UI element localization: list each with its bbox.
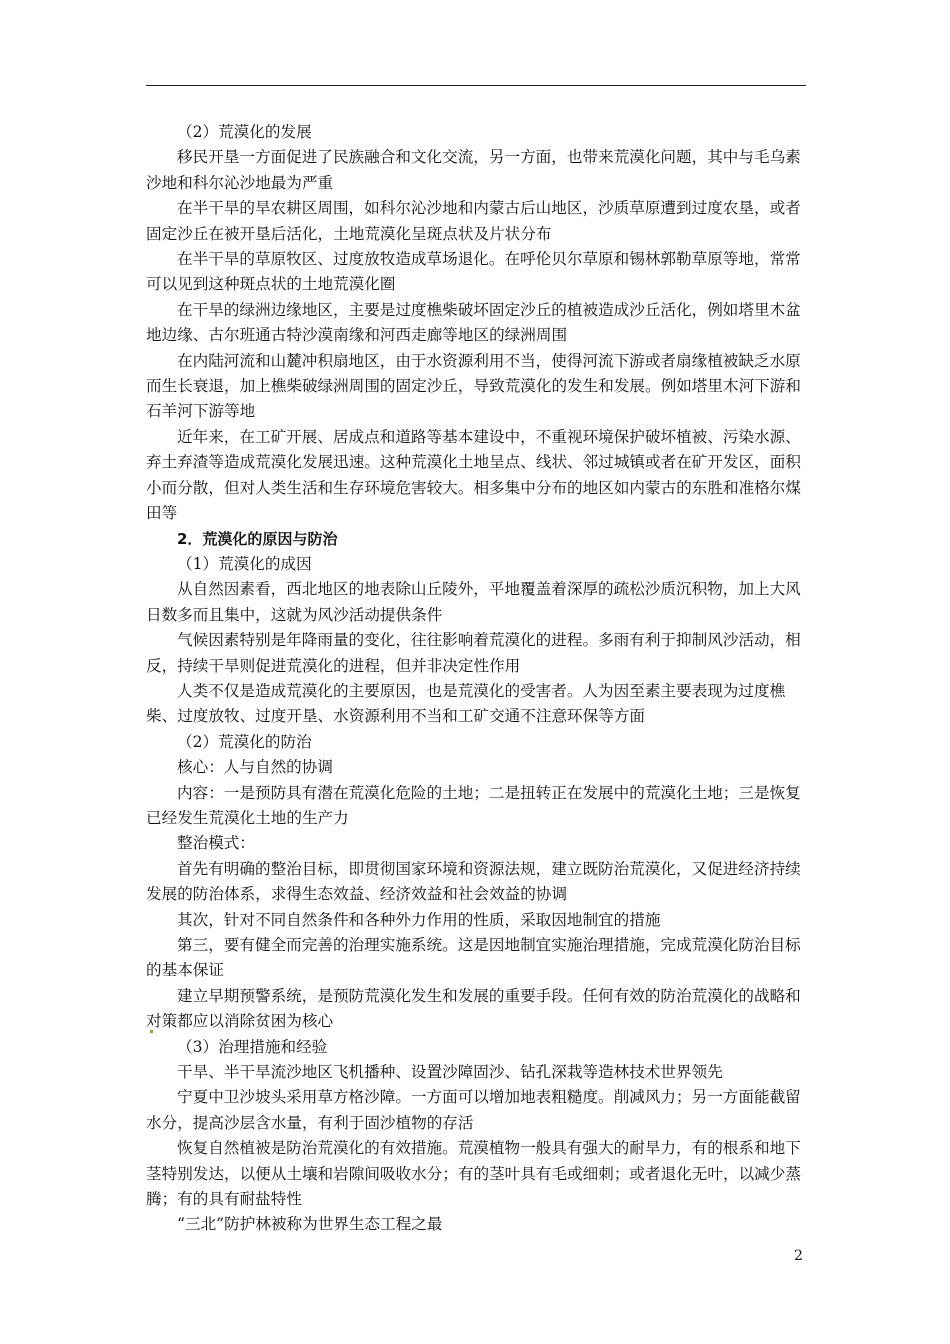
stray-mark: [150, 1030, 153, 1033]
paragraph: 第三，要有健全而完善的治理实施系统。这是因地制宜实施治理措施，完成荒漠化防治目标的基本保证: [146, 936, 801, 980]
section-heading: （2）荒漠化的防治: [177, 732, 312, 751]
section-heading: （2）荒漠化的发展: [177, 123, 312, 141]
document-body: [146, 120, 814, 1238]
paragraph: 在半干旱的旱农耕区周围，如科尔沁沙地和内蒙古后山地区，沙质草原遭到过度农垦，或者固定沙丘在被开垦后活化，土地荒漠化呈斑点状及片状分布: [146, 199, 801, 243]
paragraph: 从自然因素看，西北地区的地表除山丘陵外，平地覆盖着深厚的疏松沙质沉积物，加上大风日数多而且集中，这就为风沙活动提供条件: [146, 580, 801, 624]
paragraph: 建立早期预警系统，是预防荒漠化发生和发展的重要手段。任何有效的防治荒漠化的战略和对策都应以消除贫困为核心: [146, 986, 801, 1031]
paragraph: 其次，针对不同自然条件和各种外力作用的性质，采取因地制宜的措施: [177, 910, 661, 929]
paragraph: “三北”防护林被称为世界生态工程之最: [177, 1215, 443, 1234]
paragraph: 人类不仅是造成荒漠化的主要原因，也是荒漠化的受害者。人为因至素主要表现为过度樵柴、过度放牧、过度开垦、水资源利用不当和工矿交通不注意环保等方面: [146, 681, 786, 726]
page-number: 2: [794, 1248, 803, 1264]
paragraph: 整治模式：: [177, 834, 255, 853]
paragraph: 气候因素特别是年降雨量的变化，往往影响着荒漠化的进程。多雨有利于抑制风沙活动，相反，持续干旱则促进荒漠化的进程，但并非决定性作用: [146, 631, 801, 675]
paragraph: 干旱、半干旱流沙地区飞机播种、设置沙障固沙、钻孔深栽等造林技术世界领先: [177, 1063, 723, 1082]
paragraph: 近年来，在工矿开展、居成点和道路等基本建设中，不重视环境保护破坏植被、污染水源、弃土弃渣等造成荒漠化发展迅速。这种荒漠化土地呈点、线状、邻过城镇或者在矿开发区，面积小而分散，但对人类生活和生存环境危害较大。相多集中分布的地区如内蒙古的东胜和准格尔煤田等: [146, 427, 801, 523]
paragraph: 在内陆河流和山麓冲积扇地区，由于水资源利用不当，使得河流下游或者扇缘植被缺乏水原而生长衰退，加上樵柴破绿洲周围的固定沙丘，导致荒漠化的发生和发展。例如塔里木河下游和石羊河下游等地: [146, 351, 801, 421]
paragraph: 移民开垦一方面促进了民族融合和文化交流，另一方面，也带来荒漠化问题，其中与毛乌素沙地和科尔沁沙地最为严重: [146, 148, 801, 192]
paragraph: 宁夏中卫沙坡头采用草方格沙障。一方面可以增加地表粗糙度。削减风力；另一方面能截留水分，提高沙层含水量，有利于固沙植物的存活: [146, 1088, 801, 1132]
paragraph: 在半干旱的草原牧区、过度放牧造成草场退化。在呼伦贝尔草原和锡林郭勒草原等地，常常可以见到这种斑点状的土地荒漠化圈: [146, 250, 801, 294]
section-title: 2．荒漠化的原因与防治: [177, 529, 338, 548]
section-heading: （3）治理措施和经验: [177, 1037, 328, 1056]
section-heading: （1）荒漠化的成因: [177, 554, 312, 573]
paragraph: 核心：人与自然的协调: [177, 758, 333, 777]
paragraph: 内容：一是预防具有潜在荒漠化危险的土地；二是扭转正在发展中的荒漠化土地；三是恢复已经发生荒漠化土地的生产力: [146, 783, 801, 827]
paragraph: 首先有明确的整治目标，即贯彻国家环境和资源法规，建立既防治荒漠化，又促进经济持续发展的防治体系，求得生态效益、经济效益和社会效益的协调: [146, 859, 801, 904]
header-rule: [146, 85, 806, 86]
paragraph: 恢复自然植被是防治荒漠化的有效措施。荒漠植物一般具有强大的耐旱力，有的根系和地下茎特别发达，以便从土壤和岩隙间吸收水分；有的茎叶具有毛或细刺；或者退化无叶，以减少蒸腾；有的具有耐盐特性: [146, 1139, 801, 1209]
paragraph: 在干旱的绿洲边缘地区，主要是过度樵柴破坏固定沙丘的植被造成沙丘活化，例如塔里木盆地边缘、古尔班通古特沙漠南缘和河西走廊等地区的绿洲周围: [146, 300, 801, 345]
